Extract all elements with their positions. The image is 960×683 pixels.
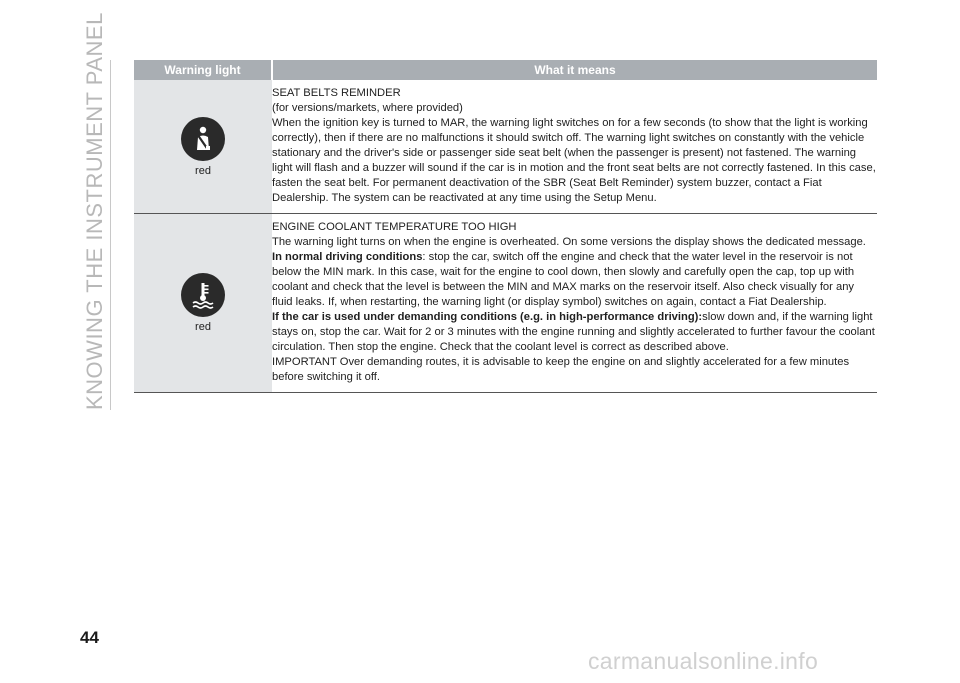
table-header-row xyxy=(134,60,877,80)
page-number: 44 xyxy=(80,628,99,647)
description-cell xyxy=(272,80,877,214)
watermark: carmanualsonline.info xyxy=(588,648,819,674)
icon-color-label: red xyxy=(195,321,211,333)
table-row xyxy=(134,214,877,393)
normal-conditions-text: : stop the car, switch off the engine and check that the water level in the reservoir is not below the MIN mark. In this case, wait for the engine to cool down, then slowly and carefully open the cap, top up with coolant and check that the level is between the MIN and MAX marks on the reservoir itself. Also check visually for any fluid leaks. If, when restarting, the warning light (or display symbol) switches on again, contact a Fiat Dealership. xyxy=(272,251,855,308)
demanding-conditions-paragraph xyxy=(272,310,877,355)
coolant-temperature-icon xyxy=(181,273,225,317)
normal-conditions-heading: In normal driving conditions xyxy=(272,251,423,263)
warning-light-table xyxy=(134,60,877,393)
warning-title: SEAT BELTS REMINDER xyxy=(272,87,401,99)
warning-note: (for versions/markets, where provided) xyxy=(272,102,463,114)
section-title-vertical: KNOWING THE INSTRUMENT PANEL xyxy=(82,12,107,410)
warning-title: ENGINE COOLANT TEMPERATURE TOO HIGH xyxy=(272,221,517,233)
demanding-conditions-heading: If the car is used under demanding conditions (e.g. in high-performance driving): xyxy=(272,311,703,323)
icon-cell xyxy=(134,214,272,393)
side-rule xyxy=(110,60,111,410)
description-cell xyxy=(272,214,877,393)
warning-intro: The warning light turns on when the engine is overheated. On some versions the display shows the dedicated message. xyxy=(272,236,866,248)
demanding-conditions-text: slow down and, if the warning light stays on, stop the car. Wait for 2 or 3 minutes with the engine running and slightly accelerated to further favour the coolant circulation. Then stop the engine. Check that the coolant level is correct as described above. xyxy=(272,311,875,353)
icon-color-label: red xyxy=(195,164,211,177)
warning-description: When the ignition key is turned to MAR, the warning light switches on for a few seconds (to show that the light is working correctly), then if there are no malfunctions it should switch off. The warning light switches on constantly with the vehicle stationary and the driver's side or passenger side seat belt (when the passenger is present) not fastened. The warning light will flash and a buzzer will sound if the car is in motion and the front seat belts are not correctly fastened. In this case, fasten the seat belt. For permanent deactivation of the SBR (Seat Belt Reminder) system buzzer, contact a Fiat Dealership. The system can be reactivated at any time using the Setup Menu. xyxy=(272,117,876,204)
table-row xyxy=(134,80,877,214)
header-warning-light: Warning light xyxy=(134,60,272,80)
normal-conditions-paragraph xyxy=(272,250,877,310)
icon-cell xyxy=(134,80,272,214)
header-what-it-means: What it means xyxy=(272,60,877,80)
seat-belt-icon xyxy=(181,117,225,161)
important-note: IMPORTANT Over demanding routes, it is advisable to keep the engine on and slightly accelerated for a few minutes before switching it off. xyxy=(272,356,850,383)
